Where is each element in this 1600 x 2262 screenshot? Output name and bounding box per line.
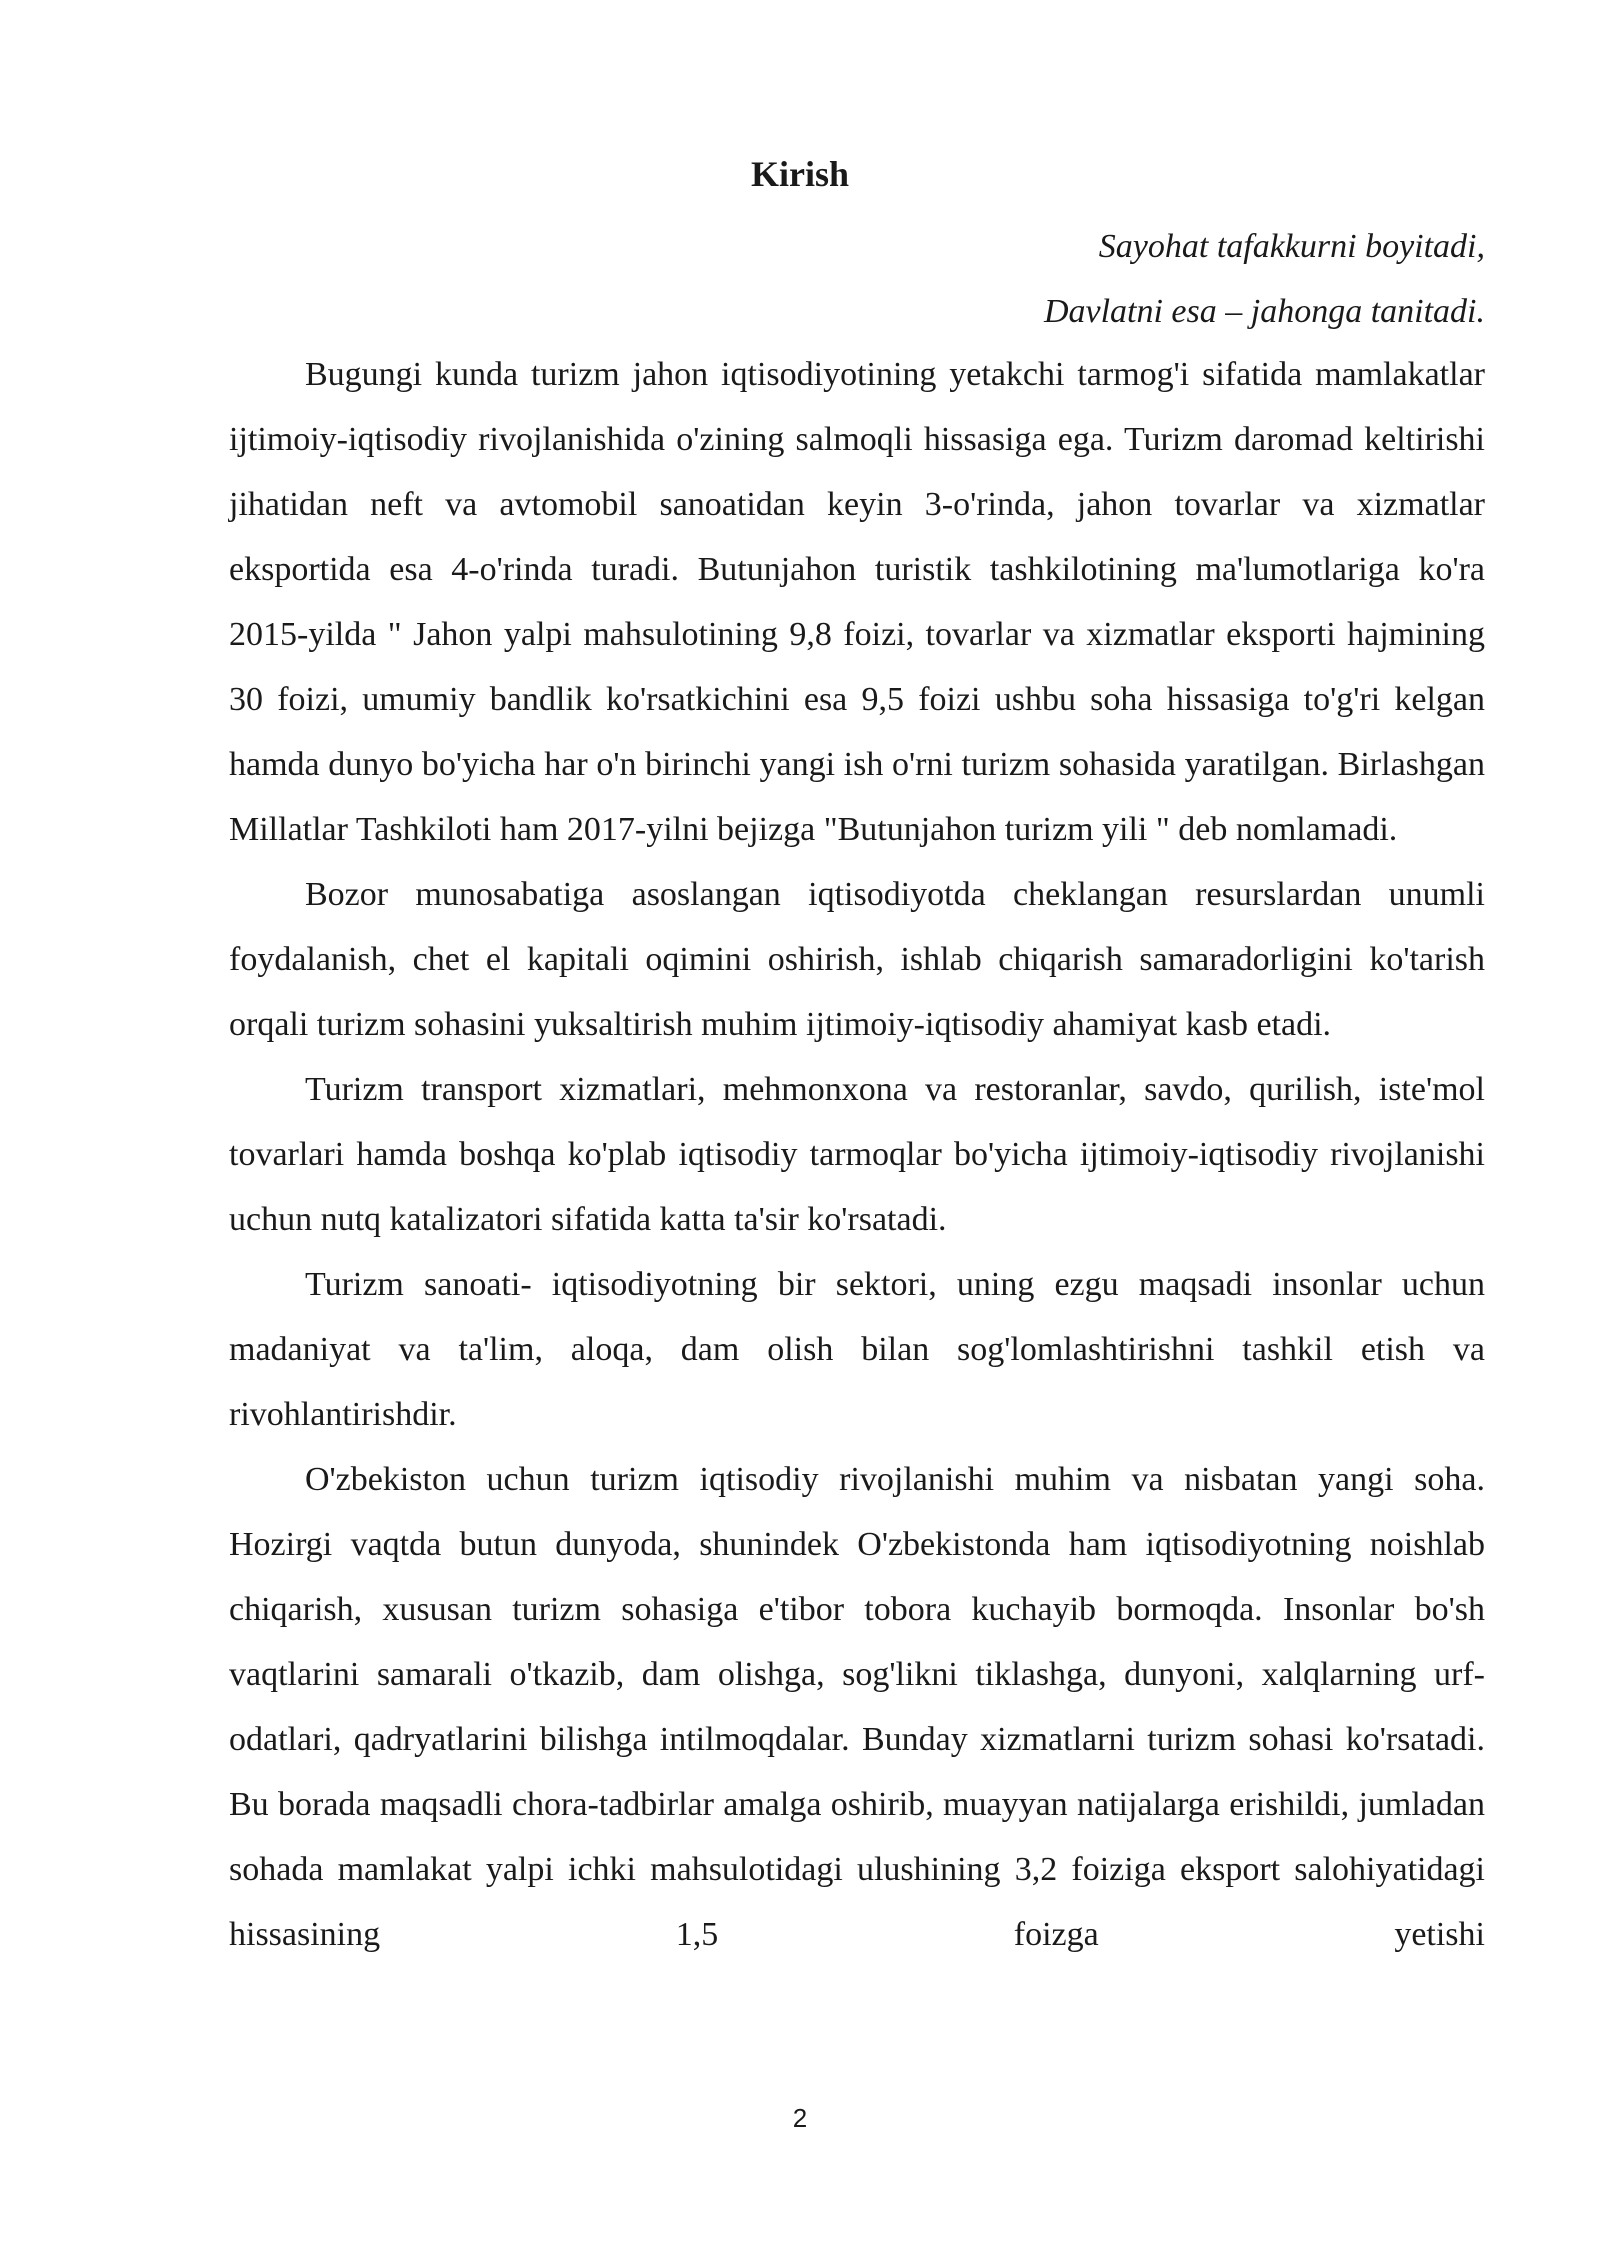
paragraph-1: Bugungi kunda turizm jahon iqtisodiyotining yetakchi tarmog'i sifatida mamlakatlar ijtimoiy-iqtisodiy rivojlanishida o'zining salmoqli hissasiga ega. Turizm daromad keltirishi jihatidan neft va avtomobil sanoatidan keyin 3-o'rinda, jahon tovarlar va xizmatlar eksportida esa 4-o'rinda turadi. Butunjahon turistik tashkilotining ma'lumotlariga ko'ra 2015-yilda " Jahon yalpi mahsulotining 9,8 foizi, tovarlar va xizmatlar eksporti hajmining 30 foizi, umumiy bandlik ko'rsatkichini esa 9,5 foizi ushbu soha hissasiga to'g'ri kelgan hamda dunyo bo'yicha har o'n birinchi yangi ish o'rni turizm sohasida yaratilgan. Birlashgan Millatlar Tashkiloti ham 2017-yilni bejizga "Butunjahon turizm yili " deb nomlamadi. <box>229 356 1485 848</box>
paragraph-2: Bozor munosabatiga asoslangan iqtisodiyotda cheklangan resurslardan unumli foydalanish, chet el kapitali oqimini oshirish, ishlab chiqarish samaradorligini ko'tarish orqali turizm sohasini yuksaltirish muhim ijtimoiy-iqtisodiy ahamiyat kasb etadi. <box>229 876 1485 1043</box>
body-text <box>229 342 1485 1967</box>
epigraph-line-2: Davlatni esa – jahonga tanitadi. <box>1043 293 1485 330</box>
page-title: Kirish <box>750 154 849 194</box>
page-number: 2 <box>792 2103 808 2133</box>
epigraph-line-1: Sayohat tafakkurni boyitadi, <box>1098 228 1485 265</box>
paragraph-3: Turizm transport xizmatlari, mehmonxona va restoranlar, savdo, qurilish, iste'mol tovarlari hamda boshqa ko'plab iqtisodiy tarmoqlar bo'yicha ijtimoiy-iqtisodiy rivojlanishi uchun nutq katalizatori sifatida katta ta'sir ko'rsatadi. <box>229 1071 1485 1238</box>
epigraph <box>229 214 1485 344</box>
paragraph-4: Turizm sanoati- iqtisodiyotning bir sektori, uning ezgu maqsadi insonlar uchun madaniyat va ta'lim, aloqa, dam olish bilan sog'lomlashtirishni tashkil etish va rivohlantirishdir. <box>229 1266 1485 1433</box>
paragraph-5: O'zbekiston uchun turizm iqtisodiy rivojlanishi muhim va nisbatan yangi soha. Hozirgi vaqtda butun dunyoda, shunindek O'zbekistonda ham iqtisodiyotning noishlab chiqarish, xususan turizm sohasiga e'tibor tobora kuchayib bormoqda. Insonlar bo'sh vaqtlarini samarali o'tkazib, dam olishga, sog'likni tiklashga, dunyoni, xalqlarning urf-odatlari, qadryatlarini bilishga intilmoqdalar. Bunday xizmatlarni turizm sohasi ko'rsatadi. Bu borada maqsadli chora-tadbirlar amalga oshirib, muayyan natijalarga erishildi, jumladan sohada mamlakat yalpi ichki mahsulotidagi ulushining 3,2 foiziga eksport salohiyatidagi hissasining 1,5 foizga yetishi <box>229 1461 1485 1953</box>
